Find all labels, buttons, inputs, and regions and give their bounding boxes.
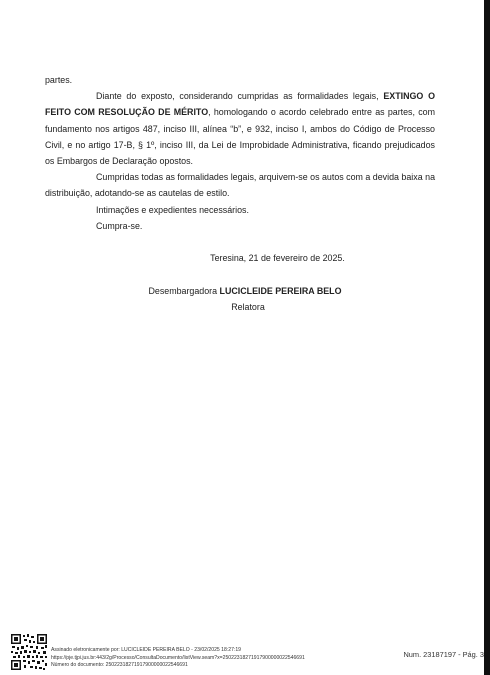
signature-info bbox=[51, 647, 305, 670]
signed-by-text: Assinado eletronicamente por: LUCICLEIDE PEREIRA BELO - 23/02/2025 18:27:19 bbox=[51, 647, 241, 653]
paragraph-3: Cumpridas todas as formalidades legais, arquivem-se os autos com a devida baixa na distribuição, adotando-se as cautelas de estilo. bbox=[45, 172, 435, 199]
document-number-text: Número do documento: 25022318271917900000022546691 bbox=[51, 662, 188, 669]
paragraph-2-post: , homologando o acordo celebrado entre as partes, com fundamento nos artigos 487, inciso III, alínea “b”, e 932, inciso I, ambos do Código de Processo Civil, e no artigo 17-B, § 1º, inciso III, da Lei de Improbidade Administrativa, ficando prejudicados os Embargos de Declaração opostos. bbox=[45, 107, 435, 167]
signer-name: LUCICLEIDE PEREIRA BELO bbox=[219, 286, 342, 297]
paragraph-5: Cumpra-se. bbox=[96, 220, 143, 231]
signer-title: Desembargadora bbox=[148, 286, 220, 297]
signer-role: Relatora bbox=[231, 302, 265, 313]
document-footer bbox=[10, 633, 484, 673]
qr-code-icon[interactable] bbox=[10, 633, 48, 671]
date-line: Teresina, 21 de fevereiro de 2025. bbox=[210, 253, 345, 264]
page-reference: Num. 23187197 - Pág. 3 bbox=[403, 650, 484, 659]
page-edge bbox=[484, 0, 490, 675]
paragraph-2 bbox=[45, 88, 435, 169]
paragraph-1: partes. bbox=[45, 75, 73, 85]
paragraph-4: Intimações e expedientes necessários. bbox=[96, 204, 249, 215]
document-body bbox=[45, 72, 435, 316]
document-url-link[interactable]: https://pje.tjpi.jus.br:443/2g/Processo/ConsultaDocumento/listView.seam?x=25022318271917900000022546691 bbox=[51, 654, 305, 661]
paragraph-2-pre: Diante do exposto, considerando cumpridas as formalidades legais, bbox=[96, 91, 384, 102]
paragraph-2-bold: EXTINGO O FEITO COM RESOLUÇÃO DE MÉRITO bbox=[45, 91, 435, 118]
signature-line bbox=[45, 283, 435, 299]
